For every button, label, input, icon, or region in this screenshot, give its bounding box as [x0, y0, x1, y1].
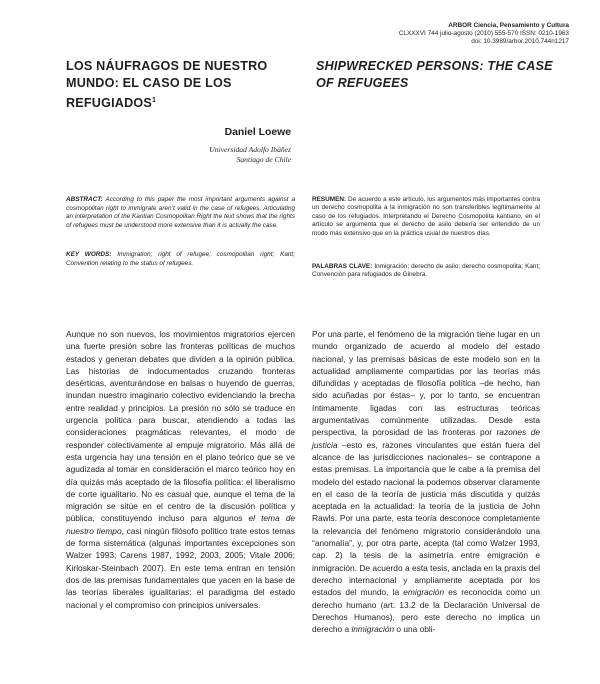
body-text-italic: inmigración — [351, 624, 395, 635]
body-text: Por una parte, el fenómeno de la migración tiene lugar en un mundo organizado de acuerdo al modelo del estado nacional, y las premisas básicas de este modelo son en la actualidad ampliamente compartidas por las teorías más difundidas y aceptadas de filosofía política –de hecho, han sido acuñadas por éstas– y, por lo tanto, se encuentran íntimamente ligadas con las estructuras teóricas argumentativas comúnmente utilizadas. Desde esta perspectiva, la porosidad de las fronteras por — [312, 329, 540, 438]
author-affiliation — [150, 145, 291, 164]
title-es-text: LOS NÁUFRAGOS DE NUESTRO MUNDO: EL CASO DE LOS REFUGIADOS — [66, 59, 268, 110]
body-text-italic: el tema de nuestro tiempo — [66, 513, 295, 536]
affiliation-city: Santiago de Chile — [236, 154, 291, 164]
abstract-spanish — [312, 196, 540, 238]
keywords-spanish — [312, 263, 540, 280]
body-text-italic: emigración — [403, 587, 445, 598]
keywords-english — [66, 251, 295, 268]
journal-doi: doi: 10.3989/arbor.2010.744n1217 — [471, 38, 569, 46]
body-text: , casi ningún filósofo político trate estos temas de forma sistemática (algunas importantes excepciones son Walzer 1993; Carens 1987, 1992, 2003, 2005; Vitale 2006; Kirloskar-Steinbach 2007). En este tema entran en tensión dos de las premisas fundamentales que yacen en la base de las teorías liberales igualitarias: el paradigma del estado nacional y el compromiso con principios universales. — [66, 525, 295, 610]
body-text: es reconocida como un derecho humano (art. 13.2 de la Declaración Universal de Derechos Humanos), pero este derecho no implica un derecho a — [312, 587, 540, 635]
author-name: Daniel Loewe — [224, 127, 291, 138]
title-footnote-marker[interactable]: 1 — [151, 97, 157, 104]
palabras-clave-text: Inmigración; derecho de asilo; derecho cosmopolita; Kant; Convención para refugiados de Ginebra. — [312, 263, 540, 279]
journal-header — [329, 22, 569, 47]
article-title-spanish — [66, 58, 296, 112]
keywords-label: KEY WORDS: — [66, 251, 112, 258]
body-column-right — [312, 328, 540, 635]
body-paragraph — [312, 328, 540, 635]
abstract-english — [66, 196, 295, 230]
body-text-italic: razones de justicia — [312, 427, 540, 450]
abstract-label: ABSTRACT: — [66, 196, 103, 203]
body-text: Aunque no son nuevos, los movimientos migratorios ejercen una fuerte presión sobre las fronteras políticas de muchos estados y generan debates que dividen a la opinión pública. Las historias de indocumentados cruzando fronteras desérticas, aventurándose en balsas o huyendo de guerras, inundan nuestro imaginario colectivo evidenciando la brecha entre realidad y principios. La presión no sólo se traduce en urgencia política para buscar, atendiendo a todas las consideraciones pragmáticas relevantes, el modo de responder colectivamente al empuje migratorio. Más allá de esta urgencia hay una tensión en el plano teórico que se ve agudizada al tomar en consideración el marco teórico hoy en día quizás más aceptado de la filosofía política: el liberalismo de corte igualitario. No es casual que, aunque el tema de la migración se sitúe en el centro de la discusión política y pública, constituyendo incluso para algunos — [66, 329, 295, 524]
journal-issue: CLXXXVI 744 julio-agosto (2010) 555-570 ISSN: 0210-1963 — [398, 30, 569, 38]
resumen-label: RESUMEN: — [312, 196, 347, 203]
body-text: –esto es, razones vinculantes que están fuera del alcance de las jurisdicciones nacionales– se contrapone a estas premisas. La importancia que le cabe a la premisa del modelo del estado nacional la podemos observar claramente en el caso de la teoría de justicia más discutida y quizás aceptada en la actualidad: la teoría de la justicia de John Rawls. Por una parte, esta teoría desconoce completamente la relevancia del fenómeno migratorio considerándolo una “anomalía”, y, por otra parte, acepta (tal como Walzer 1993, cap. 2) la tesis de la asimetría entre emigración e inmigración. De acuerdo a esta tesis, anclada en la praxis del derecho internacional y ampliamente aceptada por los estados del mundo, la — [312, 439, 540, 598]
palabras-clave-label: PALABRAS CLAVE: — [312, 263, 373, 270]
body-paragraph — [66, 328, 295, 611]
abstract-text: According to this paper the most important arguments against a cosmopolitan right to immigrate aren’t valid in the case of refugees. Articulating an interpretation of the Kantian Cosmopolitan Right the text shows that the rights of refugees must be understood more extensive than it is actually the case. — [66, 196, 295, 229]
body-column-left — [66, 328, 295, 611]
affiliation-university: Universidad Adolfo Ibáñez — [209, 145, 291, 154]
article-title-english: SHIPWRECKED PERSONS: THE CASE OF REFUGEES — [316, 59, 553, 90]
keywords-text: Immigration; right of refugee; cosmopolitan right; Kant; Convention relating to the status of refugees. — [66, 251, 295, 267]
resumen-text: De acuerdo a este artículo, los argumentos más importantes contra un derecho cosmopolita a la inmigración no son transferibles legítimamente al caso de los refugiados. Interpretando el Derecho Cosmopolita kantiano, en el artículo se argumenta que el derecho de asilo debería ser entendido de un modo más extensivo que en la práctica usual de nuestros días. — [312, 196, 541, 237]
journal-name: ARBOR Ciencia, Pensamiento y Cultura — [448, 22, 569, 29]
body-text: o una obli- — [394, 624, 436, 635]
